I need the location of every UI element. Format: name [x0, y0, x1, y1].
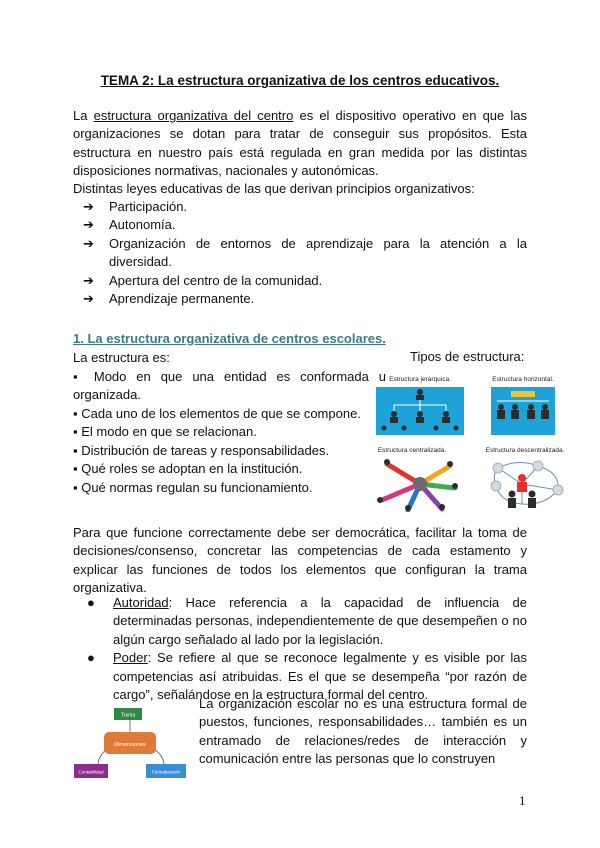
definition-text: : Se refiere al que se reconoce legalmente y es visible por las competencias así atribuidas. Es el que se desempeña “por razón de cargo”, señalándose en la estructura formal del centro.	[113, 650, 527, 703]
diagram-label-top: Trama	[120, 712, 136, 719]
organization-paragraph: La organización escolar no es una estructura formal de puestos, funciones, responsabilidades… también es un entramado de relaciones/redes de interacción y comunicación entre las personas que lo construyen	[199, 696, 527, 767]
centralized-structure	[362, 447, 462, 517]
horizontal-structure	[483, 376, 563, 442]
definition-term: Autoridad	[113, 595, 169, 610]
definitions-list	[73, 594, 527, 704]
page-number: 1	[519, 793, 526, 808]
structure-item: ▪ Cada uno de los elementos de que se compone.	[73, 405, 361, 421]
decentralized-icon	[478, 454, 572, 512]
diagram-label-left: Contabilidad	[78, 769, 104, 775]
structure-item: ▪ Modo en que una entidad es conformada u organizada.	[73, 368, 386, 402]
definition-text: : Hace referencia a la capacidad de influencia de determinadas personas, independientemente de que desempeñen o no algún cargo señalado al lado por la legislación.	[113, 595, 527, 647]
principles-intro: Distintas leyes educativas de las que derivan principios organizativos:	[73, 181, 475, 196]
principles-list	[73, 198, 527, 308]
dimensions-diagram	[70, 700, 190, 784]
decentralized-caption: Estructura descentralizada.	[485, 447, 565, 454]
centralized-caption: Estructura centralizada.	[377, 447, 447, 454]
principle-item: ➔ Apertura del centro de la comunidad.	[73, 272, 527, 290]
structure-item: ▪ Distribución de tareas y responsabilidades.	[73, 442, 330, 458]
structure-definition	[73, 349, 386, 497]
principle-item: ➔ Aprendizaje permanente.	[73, 290, 527, 308]
structure-item: ▪ Qué normas regulan su funcionamiento.	[73, 479, 313, 495]
principle-item: ➔ Organización de entornos de aprendizaje para la atención a la diversidad.	[83, 235, 527, 270]
hierarchy-icon	[370, 383, 470, 437]
intro-rest: es el dispositivo operativo en que las organizaciones se dotan para tratar de conseguir sus propósitos. Esta estructura en nuestro país está regulada en gran medida por las distintas disposiciones normativas, nacionales y autonómicas.	[73, 108, 527, 179]
structure-item: ▪ Qué roles se adoptan en la institución.	[73, 461, 303, 476]
page-title: TEMA 2: La estructura organizativa de los centros educativos.	[100, 73, 500, 88]
intro-underlined-term: estructura organizativa del centro	[93, 108, 294, 123]
diagram-label-right: Formalización	[151, 769, 181, 775]
definition-term: Poder	[113, 650, 148, 666]
arrow-icon: ➔	[83, 272, 94, 288]
hierarchical-caption: Estructura jerárquica.	[389, 376, 451, 383]
bullet-icon: ●	[87, 650, 95, 666]
intro-lead: La	[73, 108, 94, 123]
structure-item: ▪ El modo en que se relacionan.	[73, 424, 257, 439]
definition-item-autoridad	[73, 594, 527, 649]
decentralized-structure	[478, 447, 572, 517]
arrow-icon: ➔	[83, 235, 94, 251]
horizontal-icon	[483, 383, 563, 437]
arrow-icon: ➔	[83, 291, 94, 307]
structure-title: La estructura es:	[73, 350, 170, 365]
intro-paragraph	[73, 107, 527, 181]
principle-item: ➔ Participación.	[73, 198, 527, 216]
types-title: Tipos de estructura:	[410, 349, 525, 364]
democratic-paragraph: Para que funcione correctamente debe ser democrática, facilitar la toma de decisiones/consenso, concretar las competencias de cada estamento y explicar las funciones de todos los elementos que configuran la trama organizativa.	[73, 525, 527, 596]
bullet-icon: ●	[87, 595, 95, 610]
hierarchical-structure	[370, 376, 470, 442]
centralized-icon	[362, 454, 462, 512]
arrow-icon: ➔	[83, 199, 94, 214]
principle-item: ➔ Autonomía.	[73, 216, 527, 234]
section-heading: 1. La estructura organizativa de centros escolares.	[73, 331, 386, 346]
diagram-label-center: Dimensiones	[114, 742, 146, 748]
arrow-icon: ➔	[83, 217, 94, 233]
horizontal-caption: Estructura horizontal.	[492, 376, 554, 383]
